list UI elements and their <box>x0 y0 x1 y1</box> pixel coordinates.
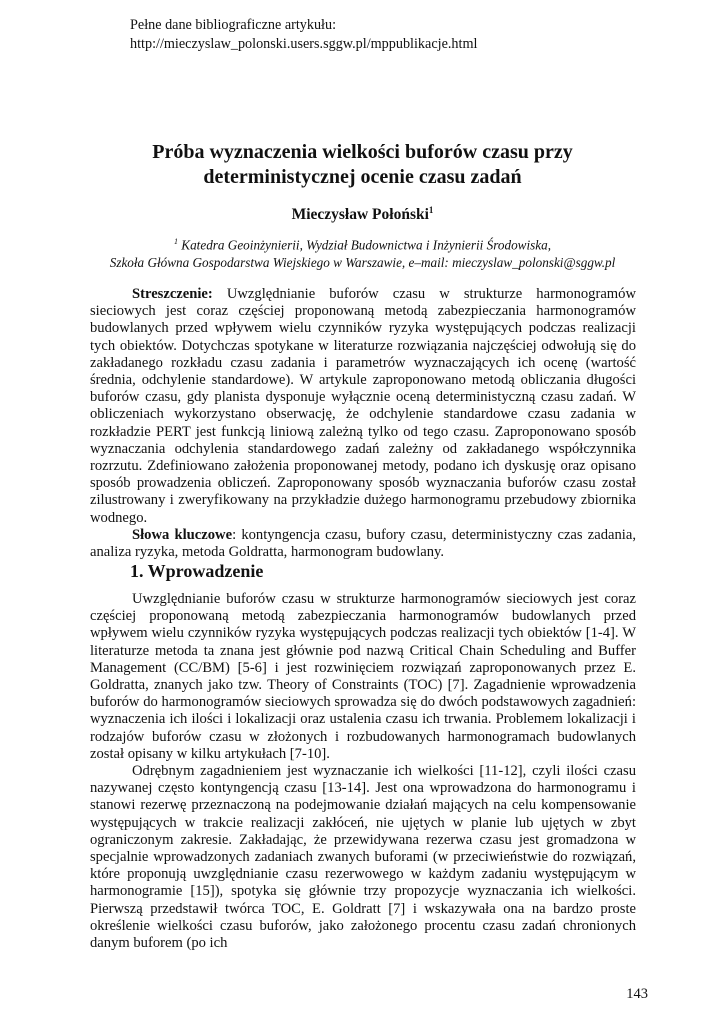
introduction-body <box>90 591 636 952</box>
abstract-text: Uwzględnianie buforów czasu w strukturze harmonogramów sieciowych jest coraz częściej proponowaną metodą zabezpieczania harmonogramów budowlanych przed wpływem wielu czynników ryzyka występujących podczas realizacji tych obiektów. Dotychczas spotykane w literaturze rozwiązania najczęściej odwołują się do zakładanego rozkładu czasu zadania i parametrów wyznaczających ich ocenę (wartość średnia, odchylenie standardowe). W artykule zaproponowano metodą obliczania długości buforów czasu, gdy planista dysponuje wyłącznie oceną deterministyczną czasu zadań. W obliczeniach wykorzystano obserwację, że odchylenie standardowe czasu zadania w rozkładzie PERT jest funkcją liniową zależną tylko od tego czasu. Zaproponowano sposób wyznaczania odchylenia standardowego zadań zależny od zakładanego współczynnika rozrzutu. Zdefiniowano założenia proponowanej metody, podano ich dyskusję oraz opisano sposób prowadzenia obliczeń. Zaproponowany sposób wyznaczania buforów czasu został zilustrowany i zweryfikowany na przykładzie dużego harmonogramu przebudowy zbiornika wodnego. <box>90 286 636 526</box>
abstract <box>90 286 636 561</box>
paper-title-line-2: deterministycznej ocenie czasu zadań <box>203 166 522 188</box>
keywords-label: Słowa kluczowe <box>132 526 233 543</box>
affiliation-marker: 1 <box>173 237 178 246</box>
introduction-paragraph-1: Uwzględnianie buforów czasu w strukturze harmonogramów sieciowych jest coraz częściej proponowaną metodą zabezpieczania harmonogramów budowlanych przed wpływem wielu czynników ryzyka występujących podczas realizacji tych obiektów [1-4]. W literaturze metoda ta znana jest głównie pod nazwą Critical Chain Scheduling and Buffer Management (CC/BM) [5-6] i jest rozwinięciem rozwiązań zaproponowanych przez E. Goldratta, znanych jako tzw. Theory of Constraints (TOC) [7]. Zagadnienie wprowadzenia buforów do harmonogramów sieciowych sprowadza się do dwóch podstawowych zagadnień: wyznaczenia ich ilości i lokalizacji oraz ustalenia czasu ich trwania. Problemem lokalizacji i rodzajów buforów czasu w złożonych i rozbudowanych harmonogramach budowlanych został opisany w kilku artykułach [7-10]. <box>90 591 636 762</box>
introduction-paragraph-2: Odrębnym zagadnieniem jest wyznaczanie ich wielkości [11-12], czyli ilości czasu nazywanej często kontyngencją czasu [13-14]. Jest ona wprowadzona do harmonogramu i stanowi rezerwę przeznaczoną na podejmowanie działań mających na celu kompensowanie występujących w trakcie realizacji zakłóceń, nie ujętych w planie lub ujętych w zbyt ograniczonym zakresie. Zakładając, że przewidywana rezerwa czasu jest gromadzona w specjalnie wprowadzonych zadaniach zwanych buforami (w przeciwieństwie do rozwiązań, które proponują uwzględnianie czasu rezerwowego w każdym zadaniu występującym w harmonogramie [15]), spotyka się głównie trzy propozycje wyznaczania ich wielkości. Pierwszą przedstawił twórca TOC, E. Goldratt [7] i wskazywała ona na bardzo proste określenie wielkości czasu buforów, jako założonego procentu czasu zadań chronionych danym buforem (po ich <box>90 763 636 952</box>
abstract-label: Streszczenie: <box>132 286 213 302</box>
paper-title <box>90 140 635 190</box>
affiliation <box>90 233 635 272</box>
author-name: Mieczysław Połoński <box>291 206 429 224</box>
author <box>90 200 635 225</box>
affiliation-line-2: Szkoła Główna Gospodarstwa Wiejskiego w Warszawie, e–mail: mieczyslaw_polonski@sggw.pl <box>109 255 616 271</box>
keywords-text: : kontyngencja czasu, bufory czasu, deterministyczny czas zadania, analiza ryzyka, metoda Goldratta, harmonogram budowlany. <box>90 526 636 561</box>
abstract-paragraph <box>90 286 636 527</box>
page-number: 143 <box>626 986 648 1002</box>
section-heading-introduction: 1. Wprowadzenie <box>130 561 264 581</box>
paper-title-line-1: Próba wyznaczenia wielkości buforów czasu przy <box>152 141 573 163</box>
affiliation-line-1 <box>90 233 635 254</box>
bibliographic-note <box>130 16 477 54</box>
bibliographic-note-url: http://mieczyslaw_polonski.users.sggw.pl/mppublikacje.html <box>130 36 478 52</box>
keywords-paragraph <box>90 527 636 561</box>
author-affiliation-marker: 1 <box>428 205 434 215</box>
bibliographic-note-label: Pełne dane bibliograficzne artykułu: <box>130 17 337 33</box>
affiliation-department: Katedra Geoinżynierii, Wydział Budownictwa i Inżynierii Środowiska, <box>177 237 551 253</box>
